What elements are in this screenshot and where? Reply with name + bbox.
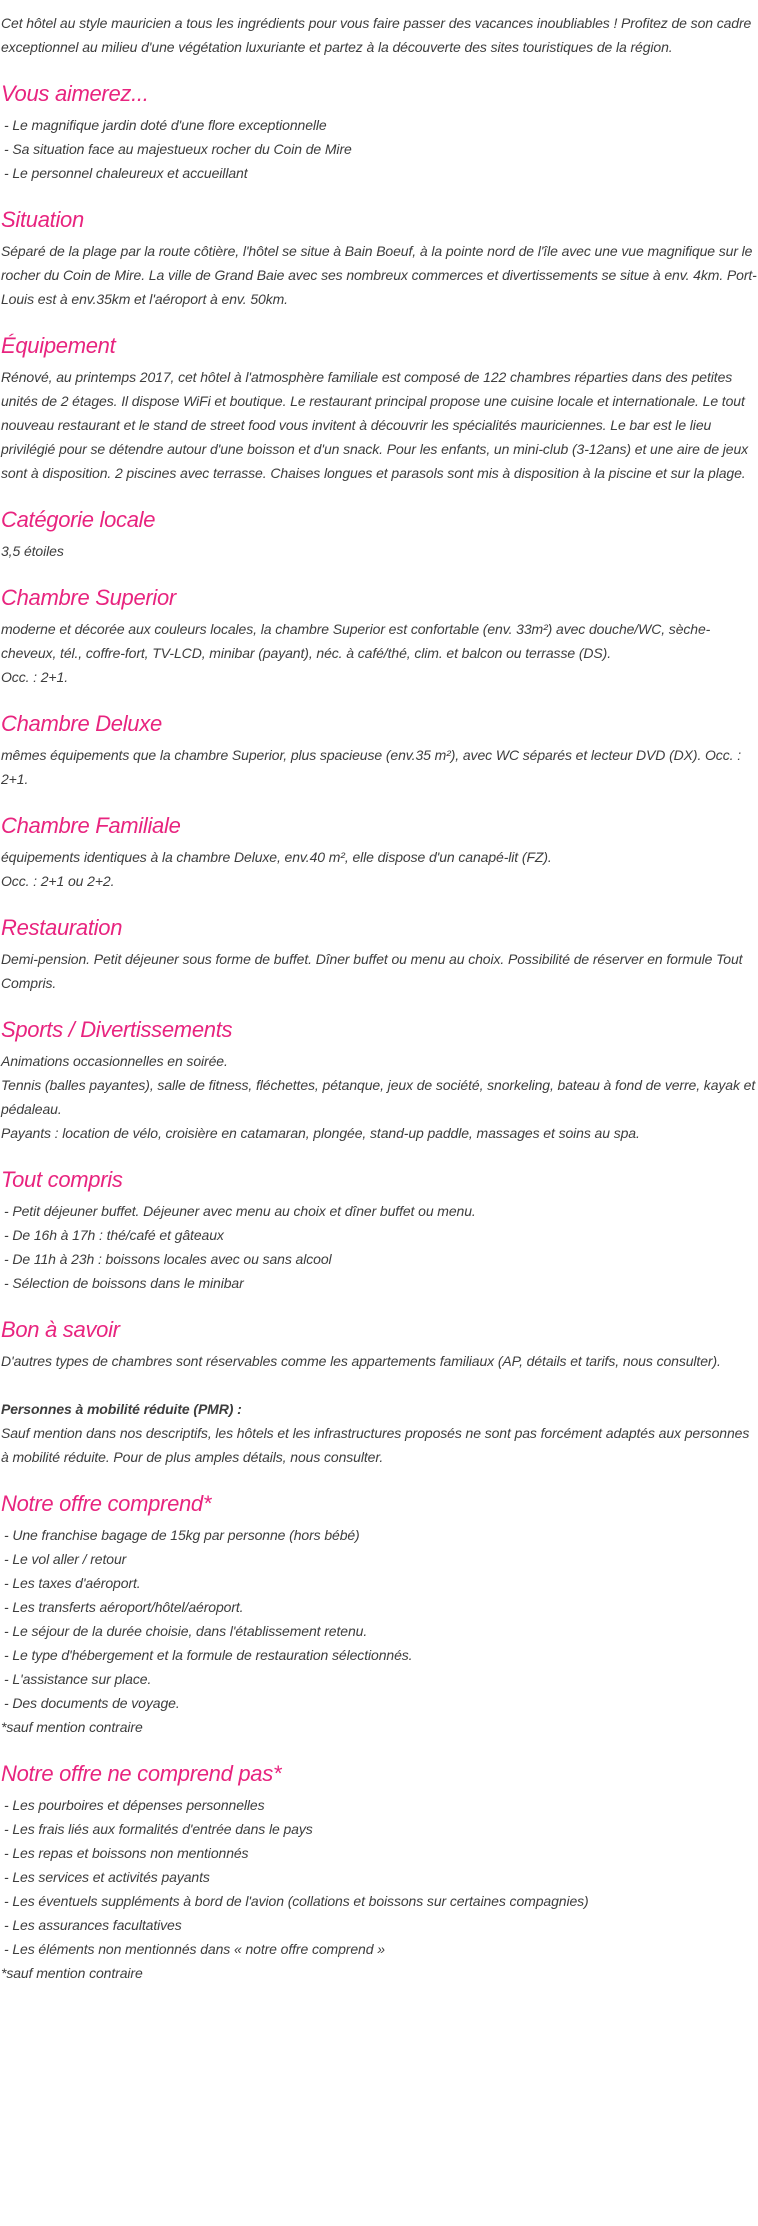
list-item: - Petit déjeuner buffet. Déjeuner avec menu au choix et dîner buffet ou menu.	[4, 1203, 476, 1219]
list-item: - Sa situation face au majestueux rocher du Coin de Mire	[4, 141, 352, 157]
section-title: Notre offre ne comprend pas*	[1, 1761, 282, 1786]
list-item: - Des documents de voyage.	[4, 1695, 180, 1711]
list-item: - Le personnel chaleureux et accueillant	[4, 165, 248, 181]
section-equipement	[1, 331, 757, 485]
sports-line: Animations occasionnelles en soirée.	[1, 1053, 228, 1069]
chambre-superior-text	[1, 617, 757, 689]
intro-text: Cet hôtel au style mauricien a tous les ingrédients pour vous faire passer des vacances inoubliables ! Profitez de son cadre exceptionnel au milieu d'une végétation luxuriante et partez à la découverte des sites touristiques de la région.	[1, 15, 752, 55]
pmr-label: Personnes à mobilité réduite (PMR) :	[1, 1401, 242, 1417]
pmr-text: Sauf mention dans nos descriptifs, les hôtels et les infrastructures proposés ne sont pas forcément adaptés aux personnes à mobilité réduite. Pour de plus amples détails, nous consulter.	[1, 1425, 750, 1465]
list-item: - Les éléments non mentionnés dans « notre offre comprend »	[4, 1941, 385, 1957]
spacer	[1, 1373, 757, 1397]
section-chambre-familiale	[1, 811, 757, 893]
list-item: - De 11h à 23h : boissons locales avec ou sans alcool	[4, 1251, 332, 1267]
footnote: *sauf mention contraire	[1, 1719, 143, 1735]
list-item: - Le séjour de la durée choisie, dans l'établissement retenu.	[4, 1623, 368, 1639]
section-title: Situation	[1, 207, 84, 232]
list-item: - Les assurances facultatives	[4, 1917, 182, 1933]
room-occupancy: Occ. : 2+1 ou 2+2.	[1, 873, 115, 889]
list-item: - Les transferts aéroport/hôtel/aéroport.	[4, 1599, 244, 1615]
room-description: moderne et décorée aux couleurs locales, la chambre Superior est confortable (env. 33m²) avec douche/WC, sèche-cheveux, tél., coffre-fort, TV-LCD, minibar (payant), néc. à café/thé, clim. et balcon ou terrasse (DS).	[1, 621, 711, 661]
sports-line: Tennis (balles payantes), salle de fitness, fléchettes, pétanque, jeux de société, snorkeling, bateau à fond de verre, kayak et pédaleau.	[1, 1077, 756, 1117]
room-occupancy: Occ. : 2+1.	[1, 669, 68, 685]
list-item: - Le magnifique jardin doté d'une flore exceptionnelle	[4, 117, 327, 133]
list-item: - Les éventuels suppléments à bord de l'avion (collations et boissons sur certaines compagnies)	[4, 1893, 589, 1909]
section-title: Catégorie locale	[1, 507, 156, 532]
list-item: - Le vol aller / retour	[4, 1551, 127, 1567]
list-item: - Sélection de boissons dans le minibar	[4, 1275, 244, 1291]
section-offre-comprend	[1, 1489, 757, 1739]
list-item: - De 16h à 17h : thé/café et gâteaux	[4, 1227, 224, 1243]
offre-comprend-list	[1, 1523, 757, 1739]
section-title: Tout compris	[1, 1167, 123, 1192]
tout-compris-list	[1, 1199, 757, 1295]
bon-a-savoir-line: D'autres types de chambres sont réservables comme les appartements familiaux (AP, détails et tarifs, nous consulter).	[1, 1353, 721, 1369]
section-title: Restauration	[1, 915, 123, 940]
section-title: Équipement	[1, 333, 116, 358]
section-title: Bon à savoir	[1, 1317, 120, 1342]
section-title: Chambre Superior	[1, 585, 176, 610]
list-item: - Les pourboires et dépenses personnelles	[4, 1797, 265, 1813]
section-restauration	[1, 913, 757, 995]
room-description: équipements identiques à la chambre Deluxe, env.40 m², elle dispose d'un canapé-lit (FZ).	[1, 849, 552, 865]
section-categorie	[1, 505, 757, 563]
section-tout-compris	[1, 1165, 757, 1295]
footnote: *sauf mention contraire	[1, 1965, 143, 1981]
list-item: - Les services et activités payants	[4, 1869, 210, 1885]
bon-a-savoir-text	[1, 1349, 757, 1469]
section-title: Chambre Deluxe	[1, 711, 162, 736]
list-item: - Une franchise bagage de 15kg par personne (hors bébé)	[4, 1527, 360, 1543]
section-offre-ne-comprend-pas	[1, 1759, 757, 1985]
section-vous-aimerez	[1, 79, 757, 185]
section-sports	[1, 1015, 757, 1145]
equipement-text: Rénové, au printemps 2017, cet hôtel à l'atmosphère familiale est composé de 122 chambres réparties dans des petites unités de 2 étages. Il dispose WiFi et boutique. Le restaurant principal propose une cuisine locale et internationale. Le tout nouveau restaurant et le stand de street food vous invitent à découvrir les spécialités mauriciennes. Le bar est le lieu privilégié pour se détendre autour d'une boisson et d'un snack. Pour les enfants, un mini-club (3-12ans) et une aire de jeux sont à disposition. 2 piscines avec terrasse. Chaises longues et parasols sont mis à disposition à la piscine et sur la plage.	[1, 369, 749, 481]
section-bon-a-savoir	[1, 1315, 757, 1469]
section-title: Chambre Familiale	[1, 813, 181, 838]
offre-ne-comprend-pas-list	[1, 1793, 757, 1985]
list-item: - Les repas et boissons non mentionnés	[4, 1845, 249, 1861]
categorie-text: 3,5 étoiles	[1, 543, 64, 559]
section-chambre-superior	[1, 583, 757, 689]
section-chambre-deluxe	[1, 709, 757, 791]
sports-text	[1, 1049, 757, 1145]
sports-line: Payants : location de vélo, croisière en catamaran, plongée, stand-up paddle, massages et soins au spa.	[1, 1125, 640, 1141]
situation-text: Séparé de la plage par la route côtière, l'hôtel se situe à Bain Boeuf, à la pointe nord de l'île avec une vue magnifique sur le rocher du Coin de Mire. La ville de Grand Baie avec ses nombreux commerces et divertissements se situe à env. 4km. Port-Louis est à env.35km et l'aéroport à env. 50km.	[1, 243, 757, 307]
list-item: - L'assistance sur place.	[4, 1671, 152, 1687]
list-item: - Les frais liés aux formalités d'entrée dans le pays	[4, 1821, 313, 1837]
chambre-familiale-text	[1, 845, 757, 893]
section-title: Sports / Divertissements	[1, 1017, 233, 1042]
list-item: - Les taxes d'aéroport.	[4, 1575, 141, 1591]
section-title: Vous aimerez...	[1, 81, 149, 106]
restauration-text: Demi-pension. Petit déjeuner sous forme de buffet. Dîner buffet ou menu au choix. Possibilité de réserver en formule Tout Compris.	[1, 951, 743, 991]
highlights-list	[1, 113, 757, 185]
chambre-deluxe-text: mêmes équipements que la chambre Superior, plus spacieuse (env.35 m²), avec WC séparés et lecteur DVD (DX). Occ. : 2+1.	[1, 747, 741, 787]
list-item: - Le type d'hébergement et la formule de restauration sélectionnés.	[4, 1647, 413, 1663]
section-title: Notre offre comprend*	[1, 1491, 212, 1516]
section-situation	[1, 205, 757, 311]
